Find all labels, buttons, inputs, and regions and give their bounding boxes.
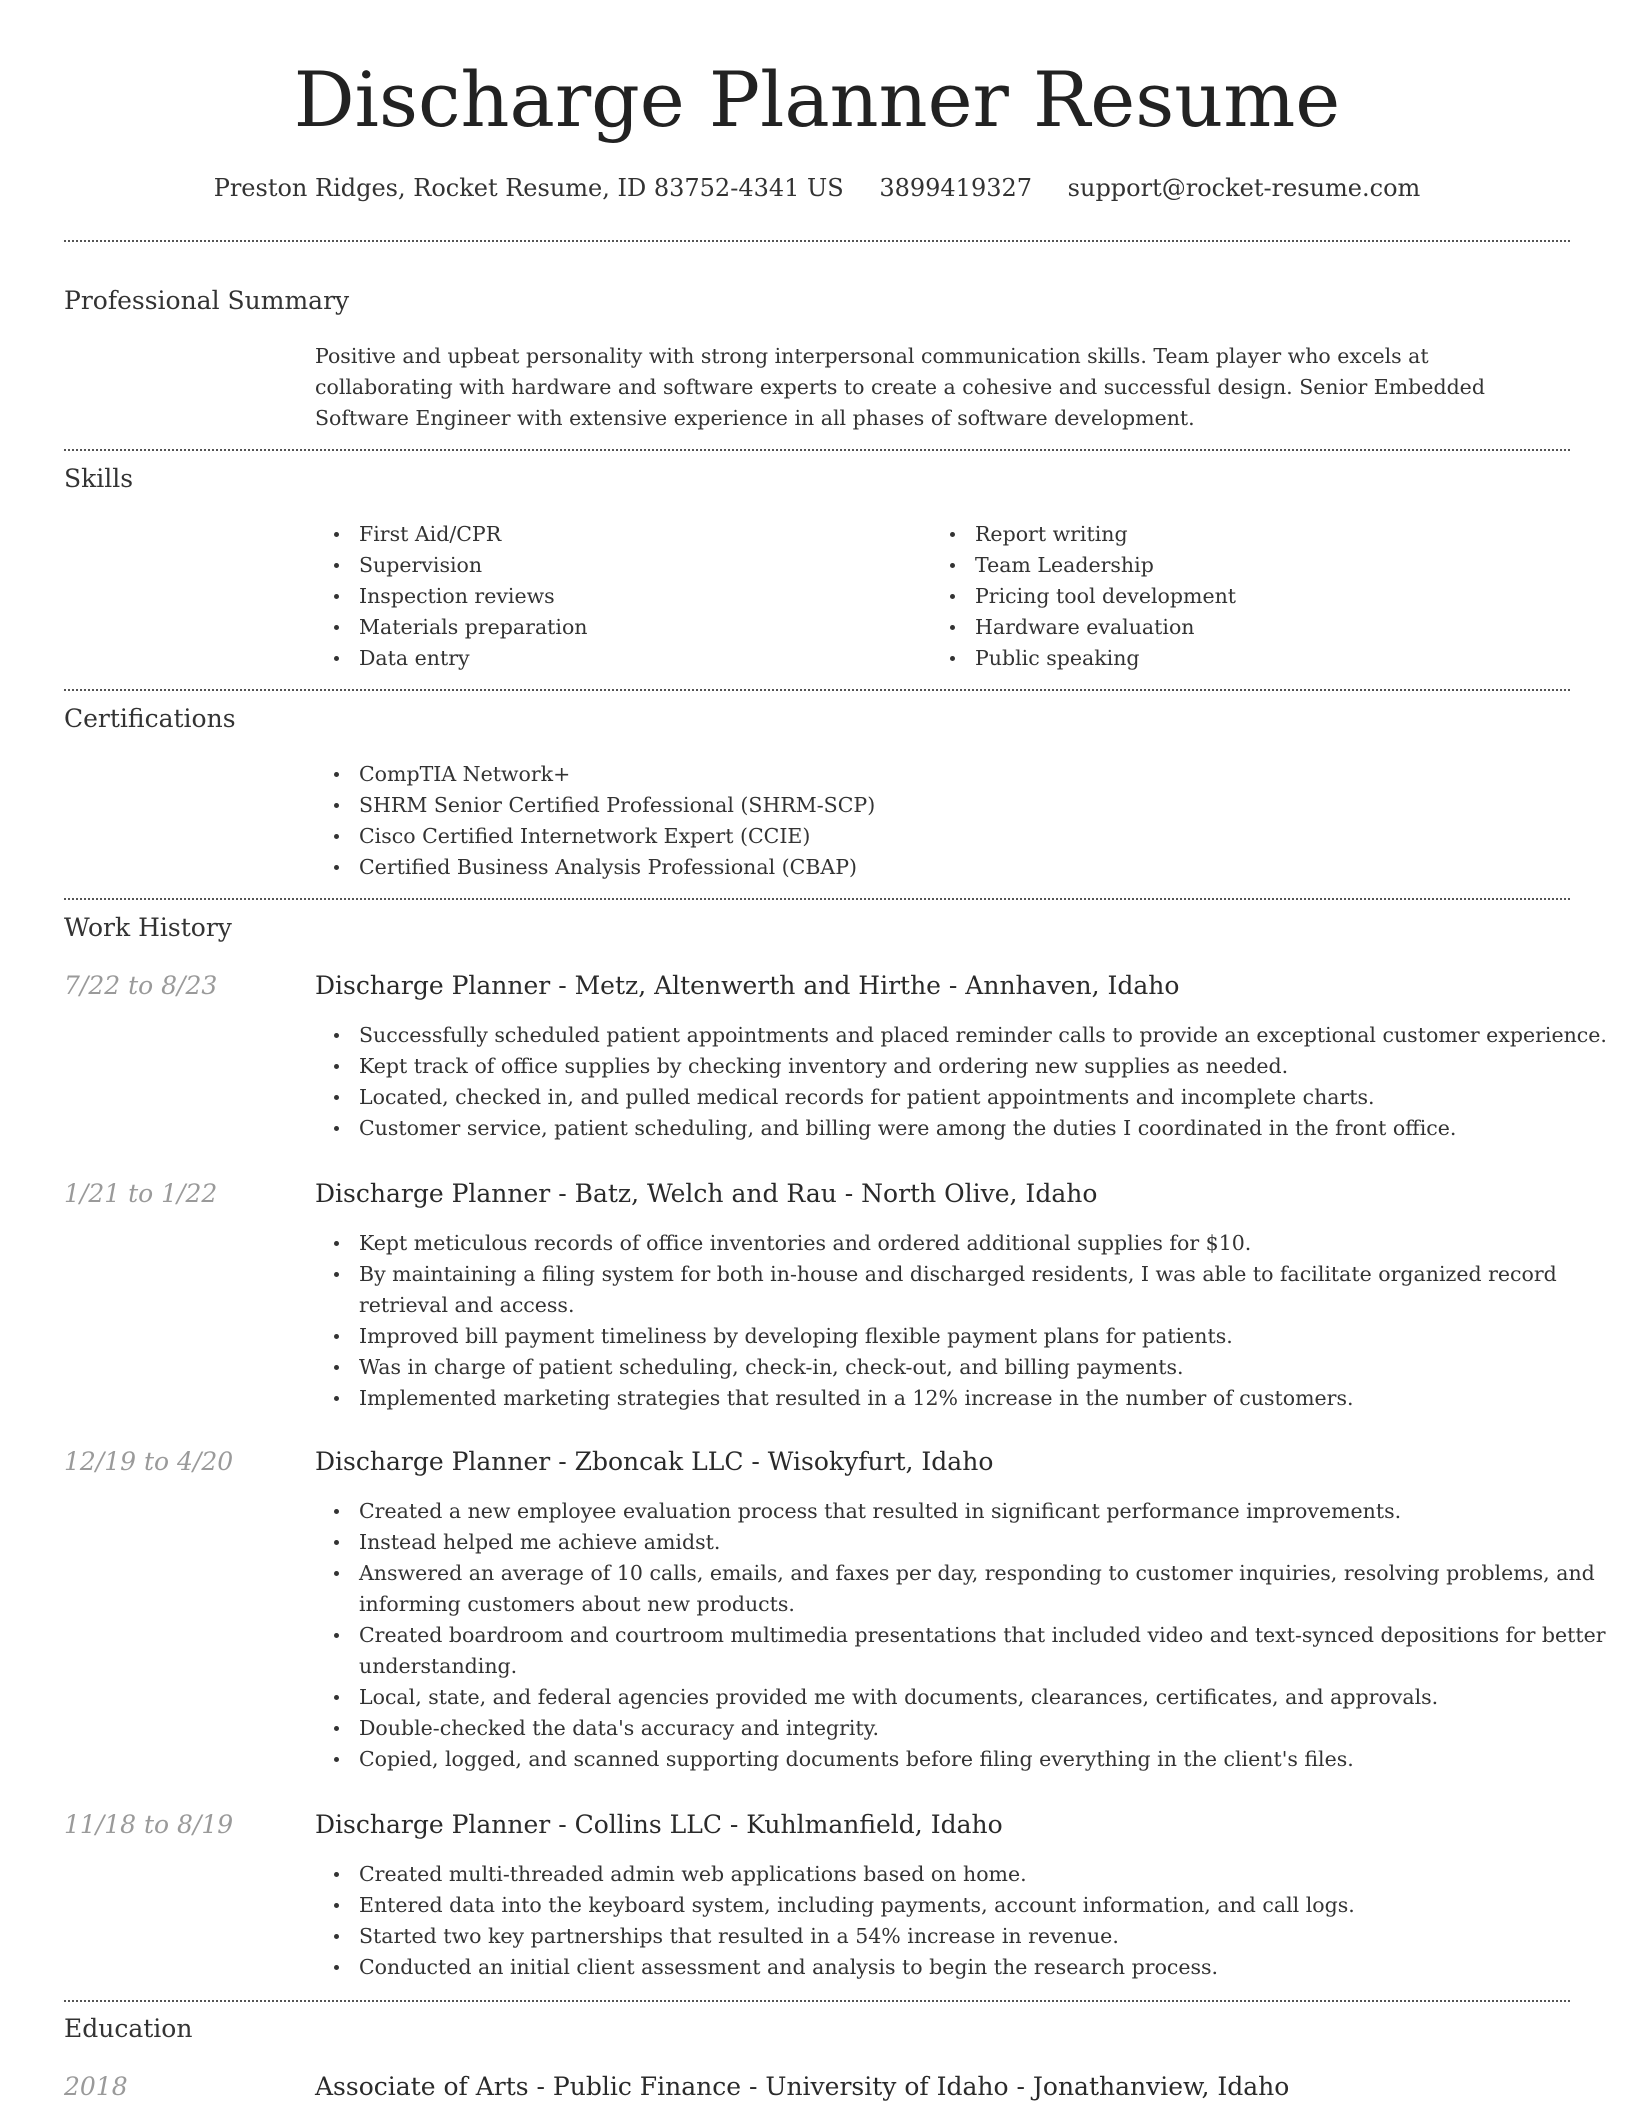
job-bullet: Customer service, patient scheduling, and billing were among the duties I coordinated in the front office.: [359, 1113, 1614, 1144]
certification-item: Certified Business Analysis Professional (CBAP): [359, 852, 1459, 883]
contact-phone: 3899419327: [879, 174, 1033, 202]
job-bullet: Answered an average of 10 calls, emails, and faxes per day, responding to customer inquiries, resolving problems, and informing customers about new products.: [359, 1558, 1614, 1620]
section-title-skills: Skills: [64, 464, 134, 493]
contact-email[interactable]: support@rocket-resume.com: [1067, 174, 1421, 202]
divider: [64, 240, 1570, 242]
skills-list-right: [931, 519, 1575, 674]
job-bullets: [315, 1496, 1614, 1775]
job-bullet: Created a new employee evaluation process that resulted in significant performance improvements.: [359, 1496, 1614, 1527]
certification-item: CompTIA Network+: [359, 759, 1459, 790]
section-title-education: Education: [64, 2014, 193, 2043]
divider: [64, 2000, 1570, 2002]
job-dates: 11/18 to 8/19: [64, 1810, 234, 1839]
section-title-certifications: Certifications: [64, 704, 236, 733]
job-bullet: Successfully scheduled patient appointments and placed reminder calls to provide an exceptional customer experience.: [359, 1020, 1614, 1051]
skill-item: Hardware evaluation: [975, 612, 1575, 643]
job-dates: 1/21 to 1/22: [64, 1179, 218, 1208]
certifications-list: [315, 759, 1459, 883]
contact-line: [64, 171, 1570, 205]
job-dates: 12/19 to 4/20: [64, 1447, 234, 1476]
education-dates: 2018: [64, 2072, 128, 2101]
job-bullet: Started two key partnerships that resulted in a 54% increase in revenue.: [359, 1921, 1614, 1952]
divider: [64, 898, 1570, 900]
skill-item: Team Leadership: [975, 550, 1575, 581]
job-title: Discharge Planner - Collins LLC - Kuhlmanfield, Idaho: [315, 1810, 1003, 1839]
skill-item: Supervision: [359, 550, 959, 581]
divider: [64, 689, 1570, 691]
job-title: Discharge Planner - Zboncak LLC - Wisokyfurt, Idaho: [315, 1447, 994, 1476]
skills-list-left: [315, 519, 959, 674]
skill-item: Report writing: [975, 519, 1575, 550]
education-title: Associate of Arts - Public Finance - University of Idaho - Jonathanview, Idaho: [315, 2072, 1290, 2101]
job-bullet: Improved bill payment timeliness by developing flexible payment plans for patients.: [359, 1321, 1614, 1352]
job-title: Discharge Planner - Metz, Altenwerth and Hirthe - Annhaven, Idaho: [315, 971, 1180, 1000]
job-bullets: [315, 1859, 1614, 1983]
job-bullet: Located, checked in, and pulled medical records for patient appointments and incomplete charts.: [359, 1082, 1614, 1113]
job-bullet: Double-checked the data's accuracy and integrity.: [359, 1713, 1614, 1744]
job-bullet: By maintaining a filing system for both in-house and discharged residents, I was able to facilitate organized record retrieval and access.: [359, 1259, 1614, 1321]
job-dates: 7/22 to 8/23: [64, 971, 218, 1000]
job-bullet: Local, state, and federal agencies provided me with documents, clearances, certificates, and approvals.: [359, 1682, 1614, 1713]
section-title-work-history: Work History: [64, 913, 232, 942]
job-bullet: Kept track of office supplies by checking inventory and ordering new supplies as needed.: [359, 1051, 1614, 1082]
job-bullet: Was in charge of patient scheduling, check-in, check-out, and billing payments.: [359, 1352, 1614, 1383]
job-bullet: Kept meticulous records of office inventories and ordered additional supplies for $10.: [359, 1228, 1614, 1259]
contact-address: Preston Ridges, Rocket Resume, ID 83752-4341 US: [213, 174, 844, 202]
job-bullet: Instead helped me achieve amidst.: [359, 1527, 1614, 1558]
certification-item: SHRM Senior Certified Professional (SHRM-SCP): [359, 790, 1459, 821]
skill-item: Materials preparation: [359, 612, 959, 643]
skill-item: First Aid/CPR: [359, 519, 959, 550]
skill-item: Pricing tool development: [975, 581, 1575, 612]
job-title: Discharge Planner - Batz, Welch and Rau - North Olive, Idaho: [315, 1179, 1098, 1208]
skill-item: Public speaking: [975, 643, 1575, 674]
job-bullet: Implemented marketing strategies that resulted in a 12% increase in the number of customers.: [359, 1383, 1614, 1414]
skill-item: Inspection reviews: [359, 581, 959, 612]
certification-item: Cisco Certified Internetwork Expert (CCIE): [359, 821, 1459, 852]
job-bullet: Conducted an initial client assessment and analysis to begin the research process.: [359, 1952, 1614, 1983]
resume-title: Discharge Planner Resume: [293, 55, 1341, 144]
job-bullet: Entered data into the keyboard system, including payments, account information, and call logs.: [359, 1890, 1614, 1921]
job-bullet: Created multi-threaded admin web applications based on home.: [359, 1859, 1614, 1890]
summary-text: Positive and upbeat personality with strong interpersonal communication skills. Team player who excels at collaborating with hardware and software experts to create a cohesive and successful design. Senior Embedded Software Engineer with extensive experience in all phases of software development.: [315, 344, 1485, 430]
job-bullet: Copied, logged, and scanned supporting documents before filing everything in the client's files.: [359, 1744, 1614, 1775]
skill-item: Data entry: [359, 643, 959, 674]
divider: [64, 449, 1570, 451]
section-title-summary: Professional Summary: [64, 286, 350, 315]
job-bullets: [315, 1020, 1614, 1144]
job-bullet: Created boardroom and courtroom multimedia presentations that included video and text-synced depositions for better understanding.: [359, 1620, 1614, 1682]
job-bullets: [315, 1228, 1614, 1414]
